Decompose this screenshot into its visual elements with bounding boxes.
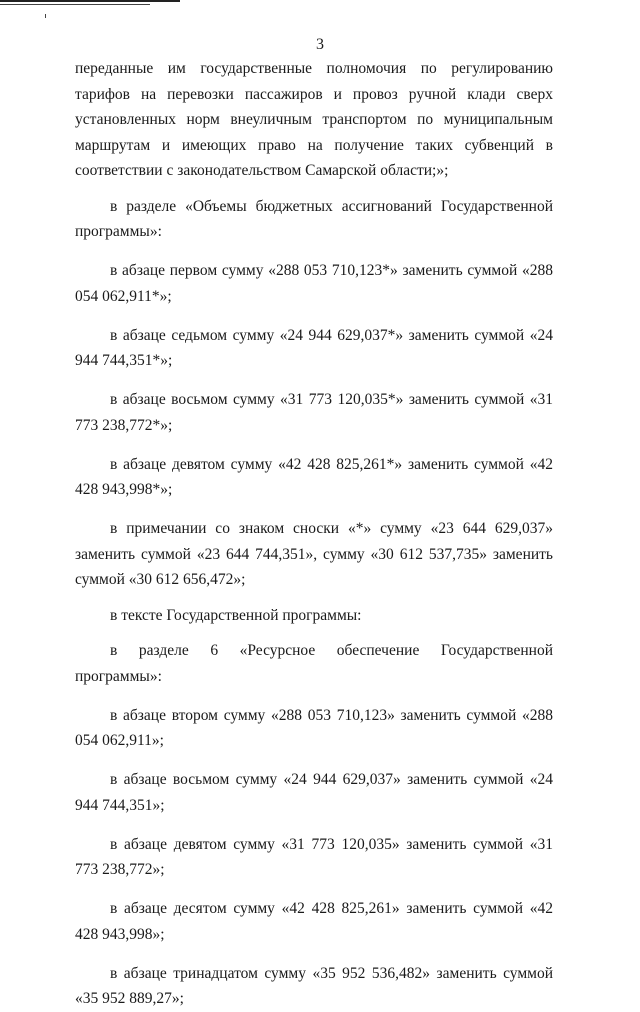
paragraph-program-text: в тексте Государственной программы: [110,606,362,624]
paragraph-amendment: в абзаце втором сумму «288 053 710,123» заменить суммой «288 054 062,911»; [75,706,553,749]
paragraph-amendment: в абзаце девятом сумму «42 428 825,261*» заменить суммой «42 428 943,998*»; [75,455,553,498]
paragraph-section-budget: в разделе «Объемы бюджетных ассигнований Государственной программы»: [75,197,553,240]
paragraph-amendment: в абзаце первом сумму «288 053 710,123*» заменить суммой «288 054 062,911*»; [75,262,553,305]
page-number: 3 [316,36,324,53]
paragraph-amendment: в абзаце десятом сумму «42 428 825,261» заменить суммой «42 428 943,998»; [75,900,553,943]
paragraph-amendment: в абзаце девятом сумму «31 773 120,035» заменить суммой «31 773 238,772»; [75,835,553,878]
paragraph-section-6: в разделе 6 «Ресурсное обеспечение Государственной программы»: [75,642,553,685]
paragraph-continuation: переданные им государственные полномочия по регулированию тарифов на перевозки пассажиров и провоз ручной клади сверх установленных норм внеуличным транспортом по муниципальным маршрутам и имеющих право на получение таких субвенций в соответствии с законодательством Самарской области;»; [75,60,553,179]
header-rule-secondary [0,4,150,5]
paragraph-amendment: в абзаце седьмом сумму «24 944 629,037*» заменить суммой «24 944 744,351*»; [75,326,553,369]
header-rule [0,0,180,2]
scan-mark [45,14,46,18]
paragraph-footnote-amendment: в примечании со знаком сноски «*» сумму «23 644 629,037» заменить суммой «23 644 744,351», сумму «30 612 537,735» заменить суммой «30 612 656,472»; [75,520,553,588]
paragraph-amendment: в абзаце тринадцатом сумму «35 952 536,482» заменить суммой «35 952 889,27»; [75,964,553,1007]
paragraph-amendment: в абзаце восьмом сумму «24 944 629,037» заменить суммой «24 944 744,351»; [75,771,553,814]
paragraph-amendment: в абзаце восьмом сумму «31 773 120,035*» заменить суммой «31 773 238,772*»; [75,391,553,434]
document-body [75,56,553,1012]
